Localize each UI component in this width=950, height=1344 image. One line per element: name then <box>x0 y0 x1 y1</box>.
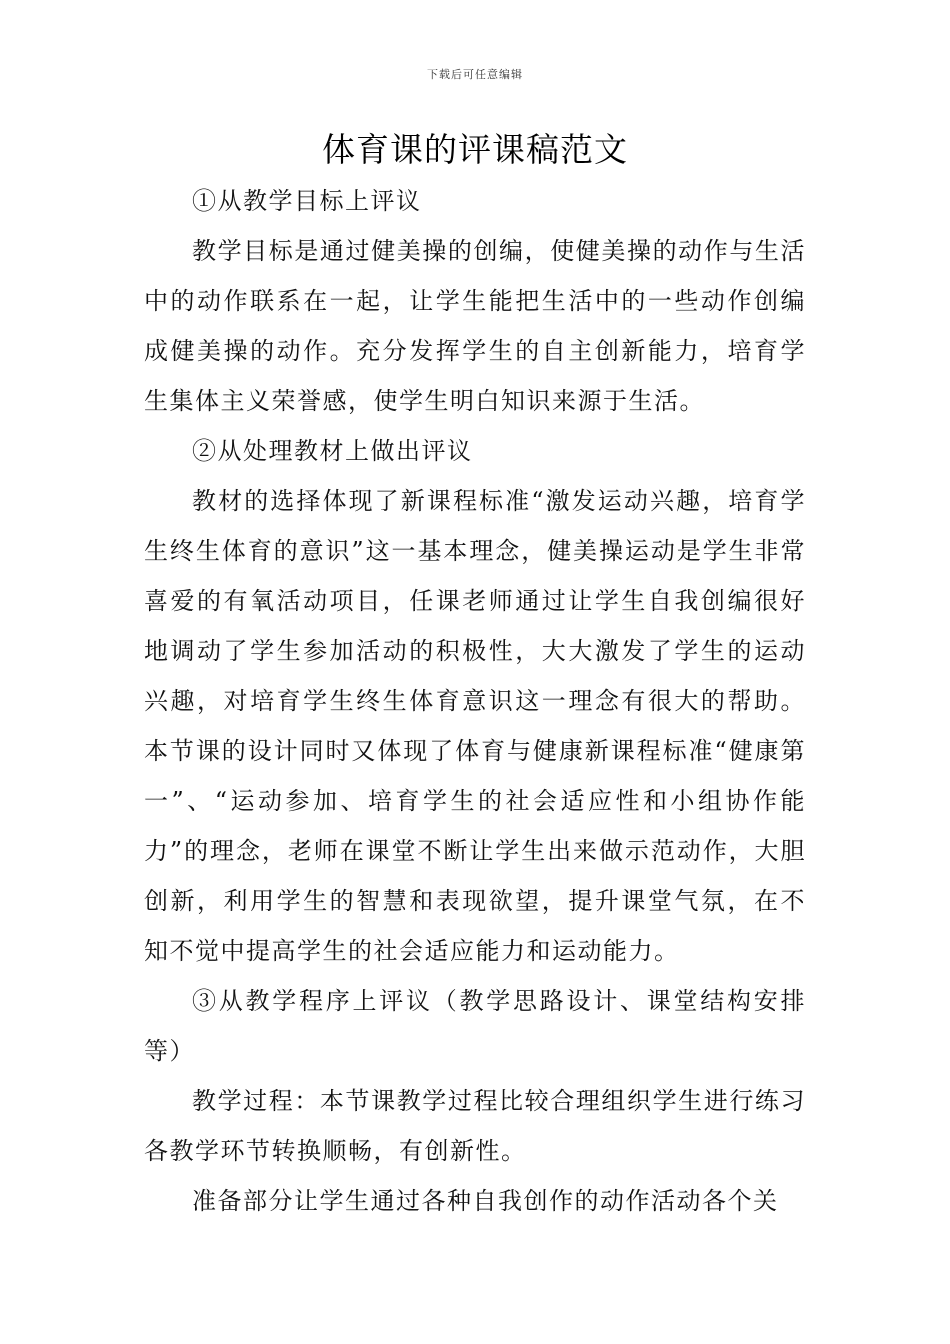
document-body <box>144 176 806 1226</box>
paragraph-preparation: 准备部分让学生通过各种自我创作的动作活动各个关 <box>192 1187 779 1215</box>
paragraph-objectives: 教学目标是通过健美操的创编，使健美操的动作与生活中的动作联系在一起，让学生能把生活中的一些动作创编成健美操的动作。充分发挥学生的自主创新能力，培育学生集体主义荣誉感，使学生明白知识来源于生活。 <box>144 237 806 415</box>
paragraph-materials: 教材的选择体现了新课程标准“激发运动兴趣，培育学生终生体育的意识”这一基本理念，健美操运动是学生非常喜爱的有氧活动项目，任课老师通过让学生自我创编很好地调动了学生参加活动的积极性，大大激发了学生的运动兴趣，对培育学生终生体育意识这一理念有很大的帮助。本节课的设计同时又体现了体育与健康新课程标准“健康第一”、“运动参加、培育学生的社会适应性和小组协作能力”的理念，老师在课堂不断让学生出来做示范动作，大胆创新，利用学生的智慧和表现欲望，提升课堂气氛，在不知不觉中提高学生的社会适应能力和运动能力。 <box>144 487 806 965</box>
section-heading-materials: ②从处理教材上做出评议 <box>192 437 473 465</box>
page-header-note: 下载后可任意编辑 <box>427 68 523 81</box>
section-heading-procedure: ③从教学程序上评议（教学思路设计、课堂结构安排等） <box>144 987 806 1065</box>
document-title: 体育课的评课稿范文 <box>322 130 628 169</box>
paragraph-teaching-process: 教学过程：本节课教学过程比较合理组织学生进行练习各教学环节转换顺畅，有创新性。 <box>144 1087 806 1165</box>
section-heading-objectives: ①从教学目标上评议 <box>192 187 422 215</box>
